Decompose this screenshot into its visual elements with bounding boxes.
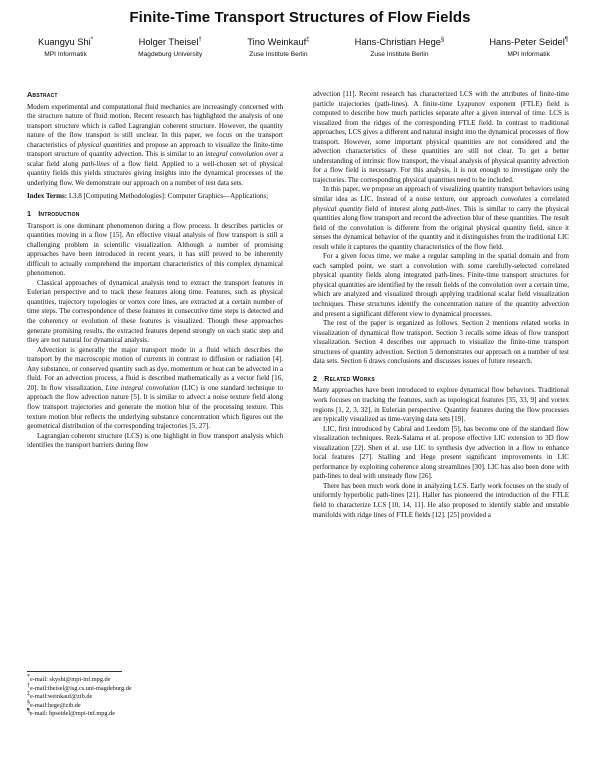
section-heading-introduction: 1 Introduction <box>27 209 80 219</box>
author-mark: ‡ <box>306 36 310 43</box>
author-list <box>38 37 568 58</box>
author-affiliation: MPI Informatik <box>44 51 87 58</box>
author-name: Hans-Christian Hege <box>354 37 441 47</box>
footnotes <box>27 672 283 719</box>
author-mark: † <box>198 36 202 43</box>
author-mark: * <box>90 36 94 43</box>
author-affiliation: MPI Informatik <box>507 51 550 58</box>
footnote: ‡e-mail:weinkauf@zib.de <box>27 691 93 701</box>
author-mark: ¶ <box>564 36 568 43</box>
author-mark: § <box>440 36 445 43</box>
footnote: §e-mail:hege@zib.de <box>27 699 81 709</box>
related-paragraph: LIC, first introduced by Cabral and Leedom [5], has become one of the standard flow visualization techniques. Rezk-Salama et al. propose effective LIC extension to 3D flow visualization [22]. Shen et al. use LIC to synthesis dye advection in a flow to enhance local features [27]. Stalling and Hege present significant improvements in LIC performance by exploiting coherence along streamlines [30]. LIC has also been done with path-lines to deal with unsteady flow [26]. <box>313 424 569 481</box>
index-terms: Index Terms: I.3.8 [Computing Methodologies]: Computer Graphics—Applications; <box>27 192 269 201</box>
author-block <box>247 37 309 58</box>
footnote: †e-mail:theisel@isg.cs.uni-magdeburg.de <box>27 682 132 692</box>
author-block <box>355 37 445 58</box>
author-name: Tino Weinkauf <box>247 37 307 47</box>
intro-paragraph: Transport is one dominant phenomenon during a flow process. It describes particles or quantities moving in a flow [15]. An effective visual analysis of flow transport is still a challenging problem in scientific visualization. Although a number of promising approaches have been introduced in recent years, it has still proved to be inherently difficult to actually comprehend the important characteristics of this complex dynamical phenomenon. <box>27 221 283 278</box>
intro-paragraph: In this paper, we propose an approach of visualizing quantity transport behaviors using similar idea as LIC. Instead of a noise texture, our approach convolutes a correlated physical quantity field of interest along path-lines. This is similar to carry the physical quantities along flow transport and record the advection blur of these quantities. The result field of the convolution is different from the original physical quantity field, since it senses the dynamical behavior of the quantity and it distinguishes from the traditional LIC result while it captures the quantity characteristics of the flow field. <box>313 185 570 251</box>
author-name: Kuangyu Shi <box>38 37 91 47</box>
intro-paragraph: The rest of the paper is organized as follows. Section 2 mentions related works in visualization of dynamical flow transport. Section 3 recalls some ideas of flow transport visualization. Section 4 describes our approach to visualize the finite-time transport structures of quantity advection. Section 5 demonstrates our approach on a number of test data sets. Section 6 draws conclusions and discusses issues of future research. <box>313 319 569 366</box>
author-name: Hans-Peter Seidel <box>489 37 565 47</box>
author-name: Holger Theisel <box>138 37 199 47</box>
paper-title: Finite-Time Transport Structures of Flow Fields <box>129 9 471 26</box>
author-block <box>489 37 568 58</box>
abstract-heading: Abstract <box>27 90 58 99</box>
footnote: *e-mail: skyshi@mpi-inf.mpg.de <box>27 673 111 683</box>
intro-paragraph: advection [11]. Recent research has characterized LCS with the attributes of finite-time particle trajectories (path-lines). A finite-time Lyapunov exponent (FTLE) field is computed to describe how much particles separate after a given interval of time. LCS is visualized from the ridges of the corresponding FTLE field. In contrast to traditional approaches, LCS gives a different and natural insight into the dynamical processes of flow transport. However, some important physical quantities are not considered and the advection characteristics of these quantities are still not clear. To get a better understanding of intrinsic flow transport, the visual analysis of physical quantity advection for a flow field is necessary. For this analysis, it is not enough to investigate only the trajectories. The corresponding physical quantities need to be included. <box>313 90 569 184</box>
author-block <box>138 37 202 58</box>
right-column <box>313 90 569 520</box>
left-column <box>27 90 283 451</box>
author-affiliation: Magdeburg University <box>138 51 203 58</box>
author-affiliation: Zuse Institute Berlin <box>249 51 308 58</box>
intro-paragraph: For a given focus time, we make a regular sampling in the spatial domain and from each sampled point, we start a convolution with some carefully-selected correlated physical quantity fields along integrated path-lines. Finite-time transport structures for physical quantities are identified by the result fields of the convolution over a certain time, which are analyzed and visualized through applying traditional scalar field visualization techniques. These structures identify the concentration nature of the quantity advection and present a significant different view to dynamical processes. <box>313 252 569 318</box>
index-terms-label: Index Terms: <box>27 192 68 201</box>
abstract-text: Modern experimental and computational fluid mechanics are increasingly concerned with the structure nature of fluid motion. Recent research has highlighted the analysis of one transport structure which is called Lagrangian coherent structure. However, the quantity nature of the flow transport is still unclear. In this paper, we focus on the transport characteristics of physical quantities and propose an approach to visualize the finite-time transport structure of quantity advection. This is similar to an integral convolution over a scalar field along path-lines of a flow field. Applied to a well-chosen set of physical quantity fields this yields structures giving insights into the dynamical processes of the underlying flow. We demonstrate our approach on a number of test data sets. <box>27 102 283 187</box>
related-paragraph: There has been much work done in analyzing LCS. Early work focuses on the study of uniformly hyperbolic path-lines [21]. Haller has pioneered the introduction of the FTLE field to characterize LCS [10, 14, 11]. He also proposed to identify stable and unstable manifolds with ridge lines of FTLE fields [12]. [25] provided a <box>313 481 569 519</box>
section-heading-related-works: 2 Related Works <box>313 373 375 383</box>
author-affiliation: Zuse Institute Berlin <box>370 51 429 58</box>
footnote: ¶e-mail: hpseidel@mpi-inf.mpg.de <box>27 708 116 718</box>
intro-paragraph: Classical approaches of dynamical analysis tend to extract the transport features in Eulerian perspective and to track these features along time. Features, such as physical quantities, trajectory topologies or vortex core lines, are extracted at a certain number of time steps. The correspondence of these features in consecutive time steps is detected and the coherency or evolution of these features is visualized. Though these approaches generate promising results, the extracted features depend strongly on each static step and they are not natural for dynamical analysis. <box>27 278 283 345</box>
related-paragraph: Many approaches have been introduced to explore dynamical flow behaviors. Traditional work focuses on tracking the features, such as topological features [35, 33, 9] and vortex regions [1, 2, 3, 32], in Eulerian perspective. Quantity features during the flow processes are typically visualized as time-varying data sets [19]. <box>313 386 569 424</box>
author-block <box>38 37 93 58</box>
intro-paragraph: Advection is generally the major transport mode in a fluid which describes the transport by the macroscopic motion of currents in contrast to diffusion or radiation [4]. Any substance, or conserved quantity such as dye, momentum or heat can be advected in a fluid. For an advection process, a fluid is described mathematically as a vector field [16, 20]. In flow visualization, Line integral convolution (LIC) is one standard technique to approach the flow advection nature [5]. It is similar to advect a noise texture field along flow transport trajectories and generate the motion blur of the processing texture. This texture motion blur reflects the underlying substance concentration which figures out the geometrical distribution of the corresponding trajectories [5, 27]. <box>27 345 283 431</box>
intro-paragraph: Lagrangian coherent structure (LCS) is one highlight in flow transport analysis which identifies the transport barriers during flow <box>27 431 283 450</box>
